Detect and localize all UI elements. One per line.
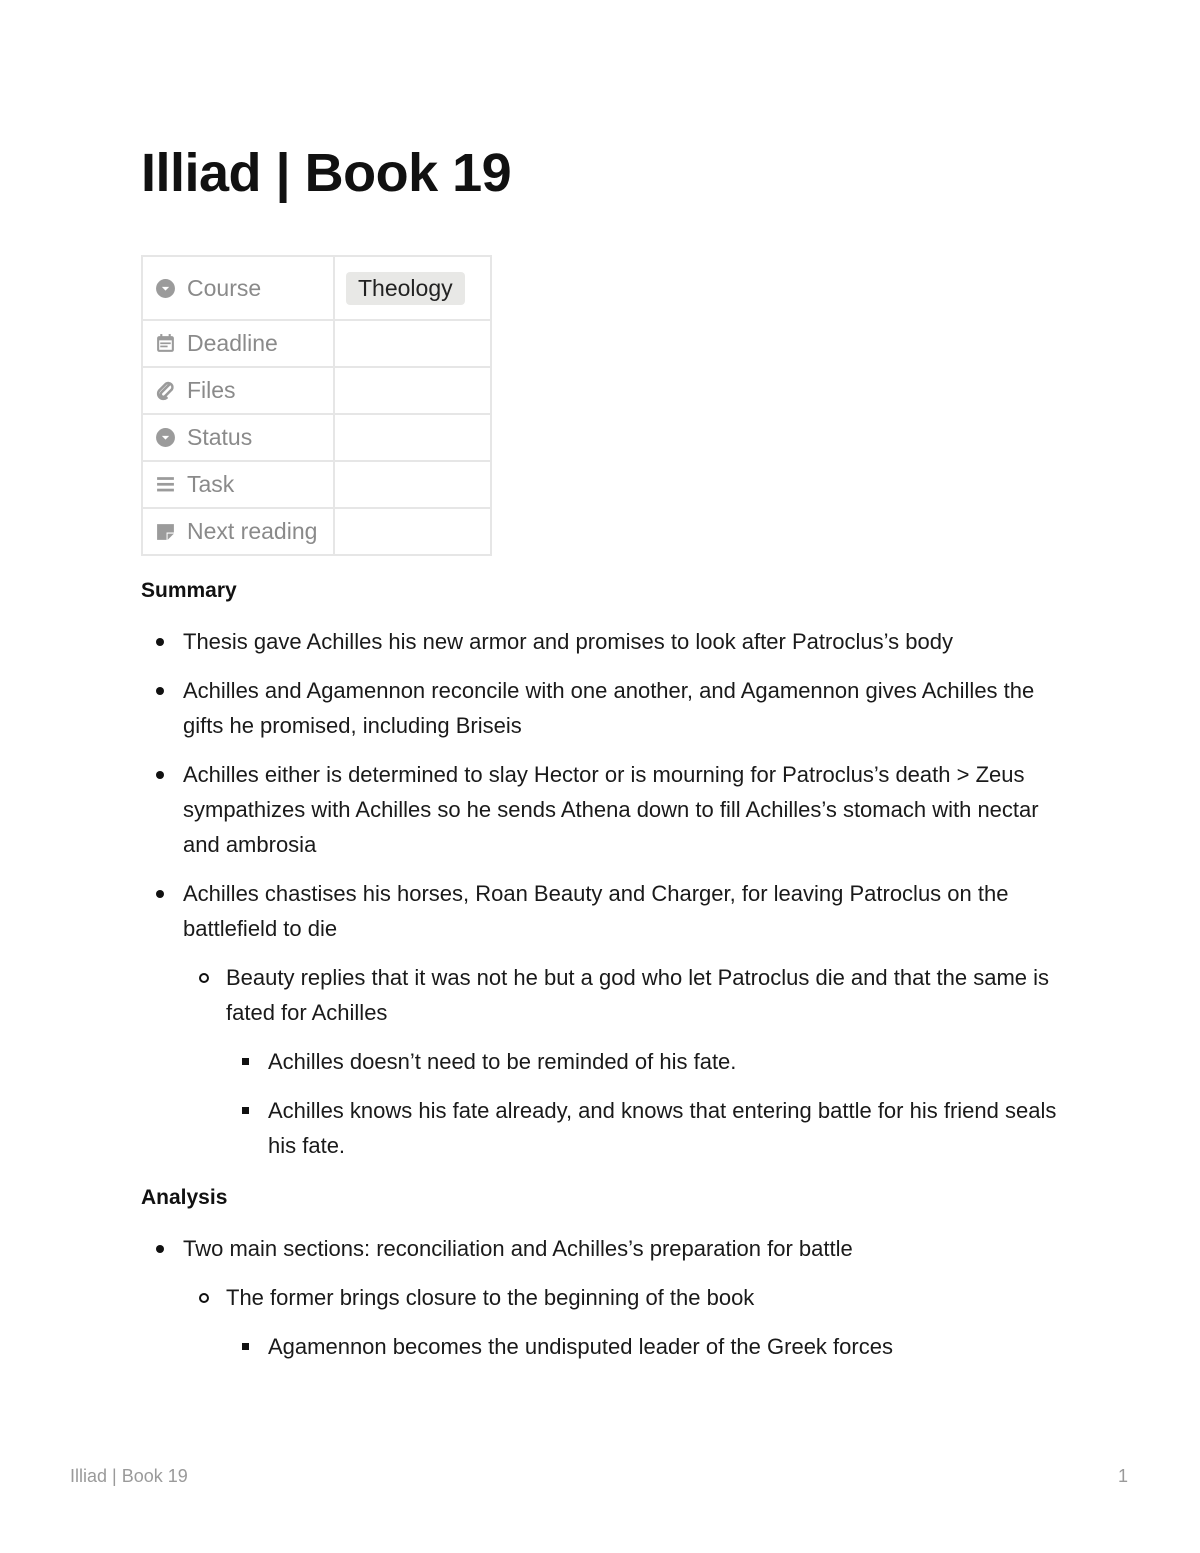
- property-label-task: Task: [187, 471, 235, 497]
- course-tag[interactable]: Theology: [346, 272, 465, 305]
- list-item-text: The former brings closure to the beginning of the book: [226, 1285, 755, 1310]
- list-item-text: Beauty replies that it was not he but a god who let Patroclus die and that the same is fated for Achilles: [226, 965, 1050, 1025]
- bullet-disc: [156, 638, 164, 646]
- property-value-status[interactable]: [334, 414, 491, 461]
- footer-title: Illiad | Book 19: [70, 1466, 188, 1486]
- property-row-status: [142, 414, 491, 461]
- list-item: [141, 960, 1071, 1030]
- list-item-text: Achilles knows his fate already, and knows that entering battle for his friend seals his fate.: [268, 1098, 1057, 1158]
- property-key[interactable]: [142, 367, 334, 414]
- property-key[interactable]: [142, 461, 334, 508]
- bullet-disc: [156, 771, 164, 779]
- property-label-status: Status: [187, 424, 253, 450]
- property-value-next-reading[interactable]: [334, 508, 491, 555]
- property-row-task: [142, 461, 491, 508]
- list-item-text: Achilles doesn’t need to be reminded of his fate.: [268, 1049, 737, 1074]
- analysis-list: [141, 1231, 1071, 1378]
- summary-list: [141, 624, 1071, 1177]
- list-item: [141, 1280, 1071, 1315]
- list-item: [141, 1044, 1071, 1079]
- property-row-course: [142, 256, 491, 320]
- property-label-course: Course: [187, 274, 262, 301]
- bullet-disc: [156, 1245, 164, 1253]
- list-item: [141, 624, 1071, 659]
- calendar-icon: [155, 333, 176, 354]
- relation-icon: [155, 521, 176, 542]
- list-item-text: Achilles chastises his horses, Roan Beauty and Charger, for leaving Patroclus on the battlefield to die: [183, 881, 1009, 941]
- bullet-square: [242, 1343, 249, 1350]
- bullet-square: [242, 1058, 249, 1065]
- property-key[interactable]: [142, 256, 334, 320]
- select-icon: [155, 427, 176, 448]
- page-title: Illiad | Book 19: [141, 143, 512, 203]
- bullet-circle: [199, 973, 209, 983]
- property-value-files[interactable]: [334, 367, 491, 414]
- bullet-disc: [156, 687, 164, 695]
- list-item-text: Two main sections: reconciliation and Achilles’s preparation for battle: [183, 1236, 853, 1261]
- list-item-text: Achilles either is determined to slay Hector or is mourning for Patroclus’s death > Zeus sympathizes with Achilles so he sends Athena down to fill Achilles’s stomach with nectar and ambrosia: [183, 762, 1039, 857]
- list-item-text: Thesis gave Achilles his new armor and promises to look after Patroclus’s body: [183, 629, 953, 654]
- select-icon: [155, 278, 176, 299]
- property-label-files: Files: [187, 377, 236, 403]
- property-label-next-reading: Next reading: [187, 518, 318, 544]
- paperclip-icon: [155, 380, 176, 401]
- properties-table: [141, 255, 492, 556]
- property-key[interactable]: [142, 508, 334, 555]
- property-value-task[interactable]: [334, 461, 491, 508]
- list-item: [141, 1231, 1071, 1266]
- property-key[interactable]: [142, 414, 334, 461]
- property-key[interactable]: [142, 320, 334, 367]
- list-item: [141, 1093, 1071, 1163]
- bullet-disc: [156, 890, 164, 898]
- list-item: [141, 1329, 1071, 1364]
- bullet-circle: [199, 1293, 209, 1303]
- list-item: [141, 757, 1071, 862]
- list-item: [141, 673, 1071, 743]
- analysis-heading: Analysis: [141, 1186, 228, 1209]
- list-item-text: Achilles and Agamennon reconcile with one another, and Agamennon gives Achilles the gifts he promised, including Briseis: [183, 678, 1035, 738]
- summary-heading: Summary: [141, 579, 237, 602]
- list-item-text: Agamennon becomes the undisputed leader of the Greek forces: [268, 1334, 893, 1359]
- property-label-deadline: Deadline: [187, 330, 278, 356]
- property-row-deadline: [142, 320, 491, 367]
- text-lines-icon: [155, 474, 176, 495]
- property-row-files: [142, 367, 491, 414]
- list-item: [141, 876, 1071, 946]
- bullet-square: [242, 1107, 249, 1114]
- property-value-course[interactable]: [334, 256, 491, 320]
- property-row-next-reading: [142, 508, 491, 555]
- page-number: 1: [1117, 1466, 1128, 1486]
- property-value-deadline[interactable]: [334, 320, 491, 367]
